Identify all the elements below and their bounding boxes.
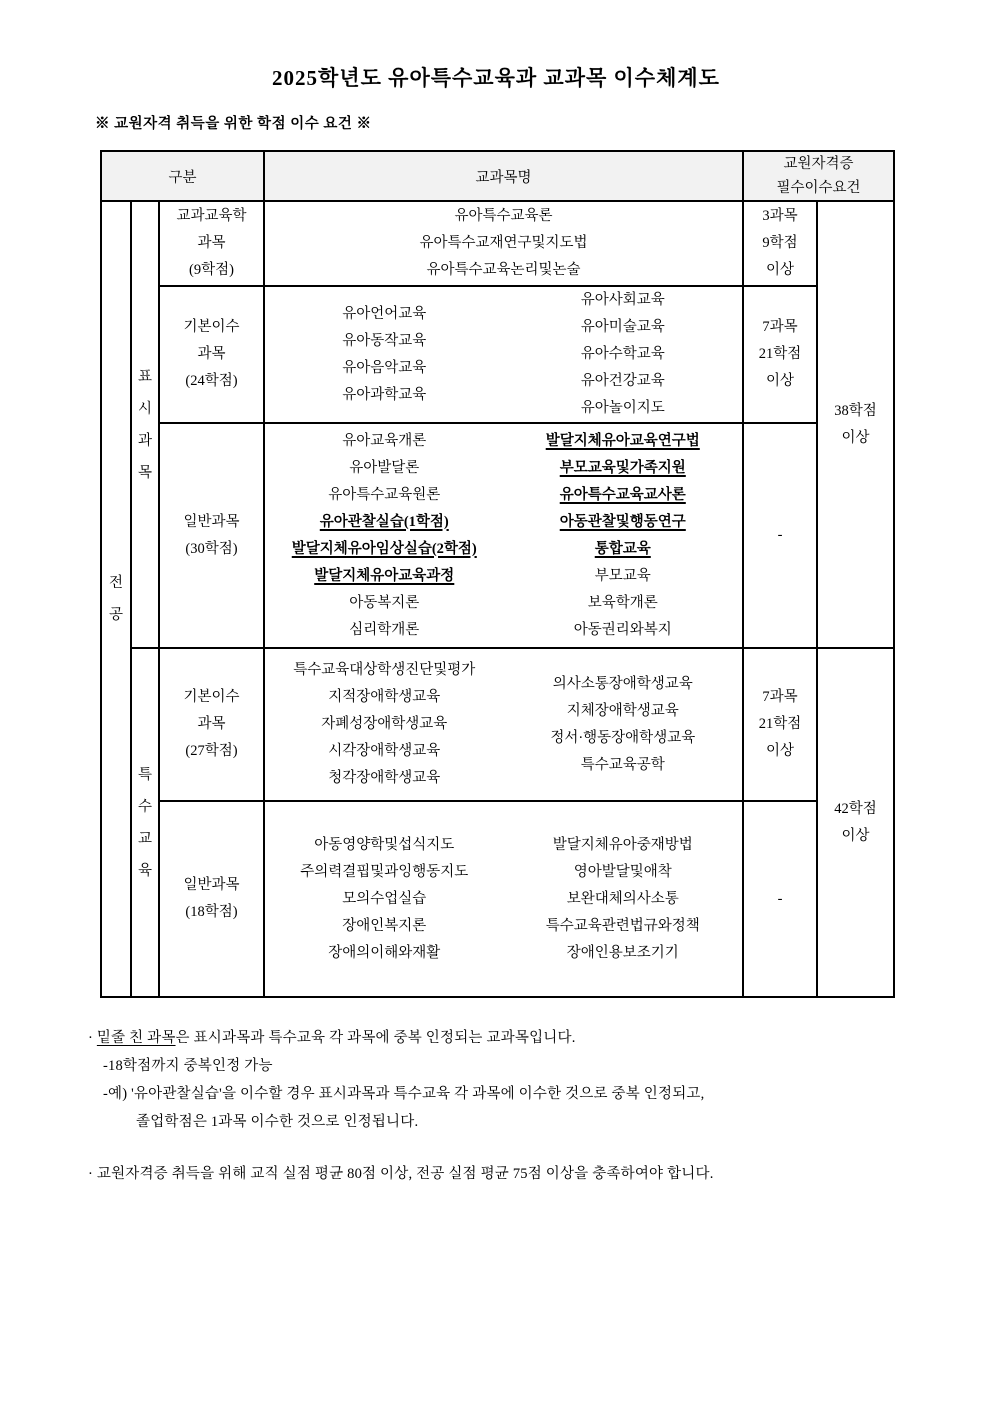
total-credits-display-subject: [817, 201, 894, 648]
header-requirement-line1: 교원자격증: [783, 156, 854, 172]
course-item: 유아사회교육: [580, 292, 665, 308]
total-line: 이상: [841, 827, 870, 844]
courses-cell: [264, 801, 743, 997]
course-item: 장애인용보조기기: [566, 944, 679, 961]
requirement-line: 7과목: [762, 319, 798, 335]
requirement-cell: [743, 423, 817, 648]
requirement-cell: [743, 648, 817, 801]
note-sub-example-line2: 졸업학점은 1과목 이수한 것으로 인정됩니다.: [136, 1114, 419, 1130]
category-cell: [159, 801, 264, 997]
total-credits-special-education: [817, 648, 894, 997]
note-rest-text: 은 표시과목과 특수교육 각 과목에 중복 인정되는 교과목입니다.: [175, 1030, 576, 1046]
requirement-line: -: [777, 890, 783, 907]
course-item: 유아놀이지도: [580, 400, 665, 416]
row-general-courses-30: [101, 423, 894, 648]
note-grade-text: 교원자격증 취득을 위해 교직 실점 평균 80점 이상, 전공 실점 평균 75점 이상을 충족하여야 합니다.: [96, 1166, 714, 1182]
page-title: 2025학년도 유아특수교육과 교과목 이수체계도: [272, 66, 720, 90]
requirement-cell: [743, 201, 817, 286]
category-cell: [159, 423, 264, 648]
course-item: 영아발달및애착: [573, 863, 672, 880]
course-item: 유아관찰실습(1학점): [319, 513, 449, 530]
course-item: 청각장애학생교육: [328, 770, 441, 786]
course-item: 지적장애학생교육: [328, 689, 441, 705]
course-item: 유아교육개론: [342, 432, 427, 449]
course-item: 유아특수교육원론: [328, 486, 441, 503]
header-requirement: [743, 151, 894, 201]
note-bullet: ·: [88, 1030, 94, 1046]
category-line: 과목: [197, 716, 226, 732]
group-char: 표: [137, 368, 152, 385]
requirement-cell: [743, 286, 817, 423]
requirement-line: 21학점: [758, 716, 802, 732]
requirement-line: 이상: [766, 743, 795, 759]
category-line: 과목: [197, 235, 226, 251]
course-item: 발달지체유아교육과정: [314, 567, 455, 584]
group-label-special-education: [131, 648, 159, 997]
course-item: 정서·행동장애학생교육: [550, 729, 696, 746]
course-item: 보완대체의사소통: [566, 890, 679, 907]
course-item: 아동영양학및섭식지도: [314, 836, 455, 853]
requirement-cell: [743, 801, 817, 997]
requirement-line: 이상: [766, 373, 795, 389]
category-line: 기본이수: [183, 689, 240, 705]
course-item: 시각장애학생교육: [328, 743, 441, 759]
category-cell: [159, 286, 264, 423]
total-line: 이상: [841, 429, 870, 446]
category-line: (27학점): [185, 743, 238, 759]
requirement-line: -: [777, 527, 783, 543]
course-item: 유아건강교육: [580, 373, 665, 389]
group-char: 육: [137, 862, 152, 879]
course-item: 특수교육대상학생진단및평가: [293, 662, 476, 678]
curriculum-table: [100, 150, 895, 998]
note-duplicate-recognition: [88, 1024, 928, 1052]
course-item: 모의수업실습: [342, 890, 427, 907]
category-cell: [159, 201, 264, 286]
course-item: 유아특수교육교사론: [559, 486, 686, 503]
course-item: 유아동작교육: [342, 332, 427, 349]
course-item: 발달지체유아중재방법: [552, 836, 693, 853]
note-underlined-phrase: 밑줄 친 과목: [96, 1030, 176, 1046]
category-line: 교과교육학: [176, 208, 247, 224]
note-grade-requirement: [88, 1160, 928, 1188]
course-item: 유아언어교육: [342, 305, 427, 322]
group-char: 시: [137, 400, 152, 417]
group-char: 수: [137, 798, 152, 815]
requirement-line: 3과목: [762, 208, 798, 224]
category-line: 기본이수: [183, 319, 240, 335]
course-item: 유아발달론: [349, 459, 420, 476]
group-label-display-subject: [131, 201, 159, 648]
footnotes: [88, 1024, 928, 1188]
group-char: 특: [137, 766, 152, 783]
course-item: 통합교육: [594, 540, 651, 557]
group-char: 목: [137, 464, 152, 481]
table-header-row: [101, 151, 894, 201]
category-line: (18학점): [185, 904, 238, 920]
courses-cell: [264, 286, 743, 423]
course-item: 보육학개론: [587, 594, 658, 611]
course-item: 장애인복지론: [342, 917, 427, 934]
course-item: 발달지체유아교육연구법: [545, 432, 700, 449]
courses-cell: [264, 201, 743, 286]
note-bullet: ·: [88, 1166, 94, 1182]
major-char: 전: [108, 575, 123, 591]
course-item: 의사소통장애학생교육: [552, 675, 693, 692]
course-item: 유아미술교육: [580, 319, 665, 335]
page-subtitle: ※ 교원자격 취득을 위한 학점 이수 요건 ※: [95, 116, 372, 132]
course-item: 유아특수교육논리및논술: [426, 262, 581, 278]
category-line: 일반과목: [183, 513, 240, 530]
course-item: 특수교육관련법규와정책: [545, 917, 700, 934]
requirement-line: 이상: [766, 262, 795, 278]
course-item: 발달지체유아임상실습(2학점): [291, 540, 477, 557]
major-label-cell: [101, 201, 131, 997]
course-item: 유아수학교육: [580, 346, 665, 362]
course-item: 부모교육: [594, 567, 651, 584]
requirement-line: 7과목: [762, 689, 798, 705]
note-sub-example-line1: -예) '유아관찰실습'을 이수할 경우 표시과목과 특수교육 각 과목에 이수한 것으로 중복 인정되고,: [103, 1086, 705, 1102]
category-line: (30학점): [185, 540, 238, 557]
category-line: (24학점): [185, 373, 238, 389]
row-basic-courses-27: [101, 648, 894, 801]
course-item: 아동복지론: [349, 594, 420, 611]
course-item: 유아음악교육: [342, 359, 427, 376]
course-item: 지체장애학생교육: [566, 702, 679, 719]
course-item: 주의력결핍및과잉행동지도: [300, 863, 469, 880]
header-category: 구분: [101, 151, 264, 201]
requirement-line: 21학점: [758, 346, 802, 362]
major-char: 공: [108, 607, 123, 623]
note-sub-18-credits: -18학점까지 중복인정 가능: [103, 1058, 273, 1074]
category-line: 일반과목: [183, 877, 240, 893]
category-line: (9학점): [189, 262, 234, 278]
total-line: 42학점: [834, 800, 877, 817]
course-item: 유아특수교재연구및지도법: [419, 235, 588, 251]
courses-cell: [264, 423, 743, 648]
course-item: 장애의이해와재활: [328, 944, 441, 961]
row-subject-pedagogy: [101, 201, 894, 286]
category-cell: [159, 648, 264, 801]
course-item: 유아특수교육론: [454, 208, 553, 224]
row-general-courses-18: [101, 801, 894, 997]
total-line: 38학점: [834, 402, 877, 419]
course-item: 심리학개론: [349, 621, 420, 638]
course-item: 아동관찰및행동연구: [559, 513, 686, 530]
row-basic-courses-24: [101, 286, 894, 423]
category-line: 과목: [197, 346, 226, 362]
course-item: 자폐성장애학생교육: [321, 716, 448, 732]
header-requirement-line2: 필수이수요건: [776, 180, 861, 196]
course-item: 아동권리와복지: [573, 621, 672, 638]
requirement-line: 9학점: [762, 235, 798, 251]
group-char: 과: [137, 432, 152, 449]
header-course-name: 교과목명: [264, 151, 743, 201]
course-item: 유아과학교육: [342, 386, 427, 403]
group-char: 교: [137, 830, 152, 847]
course-item: 부모교육및가족지원: [559, 459, 686, 476]
course-item: 특수교육공학: [580, 756, 665, 773]
courses-cell: [264, 648, 743, 801]
